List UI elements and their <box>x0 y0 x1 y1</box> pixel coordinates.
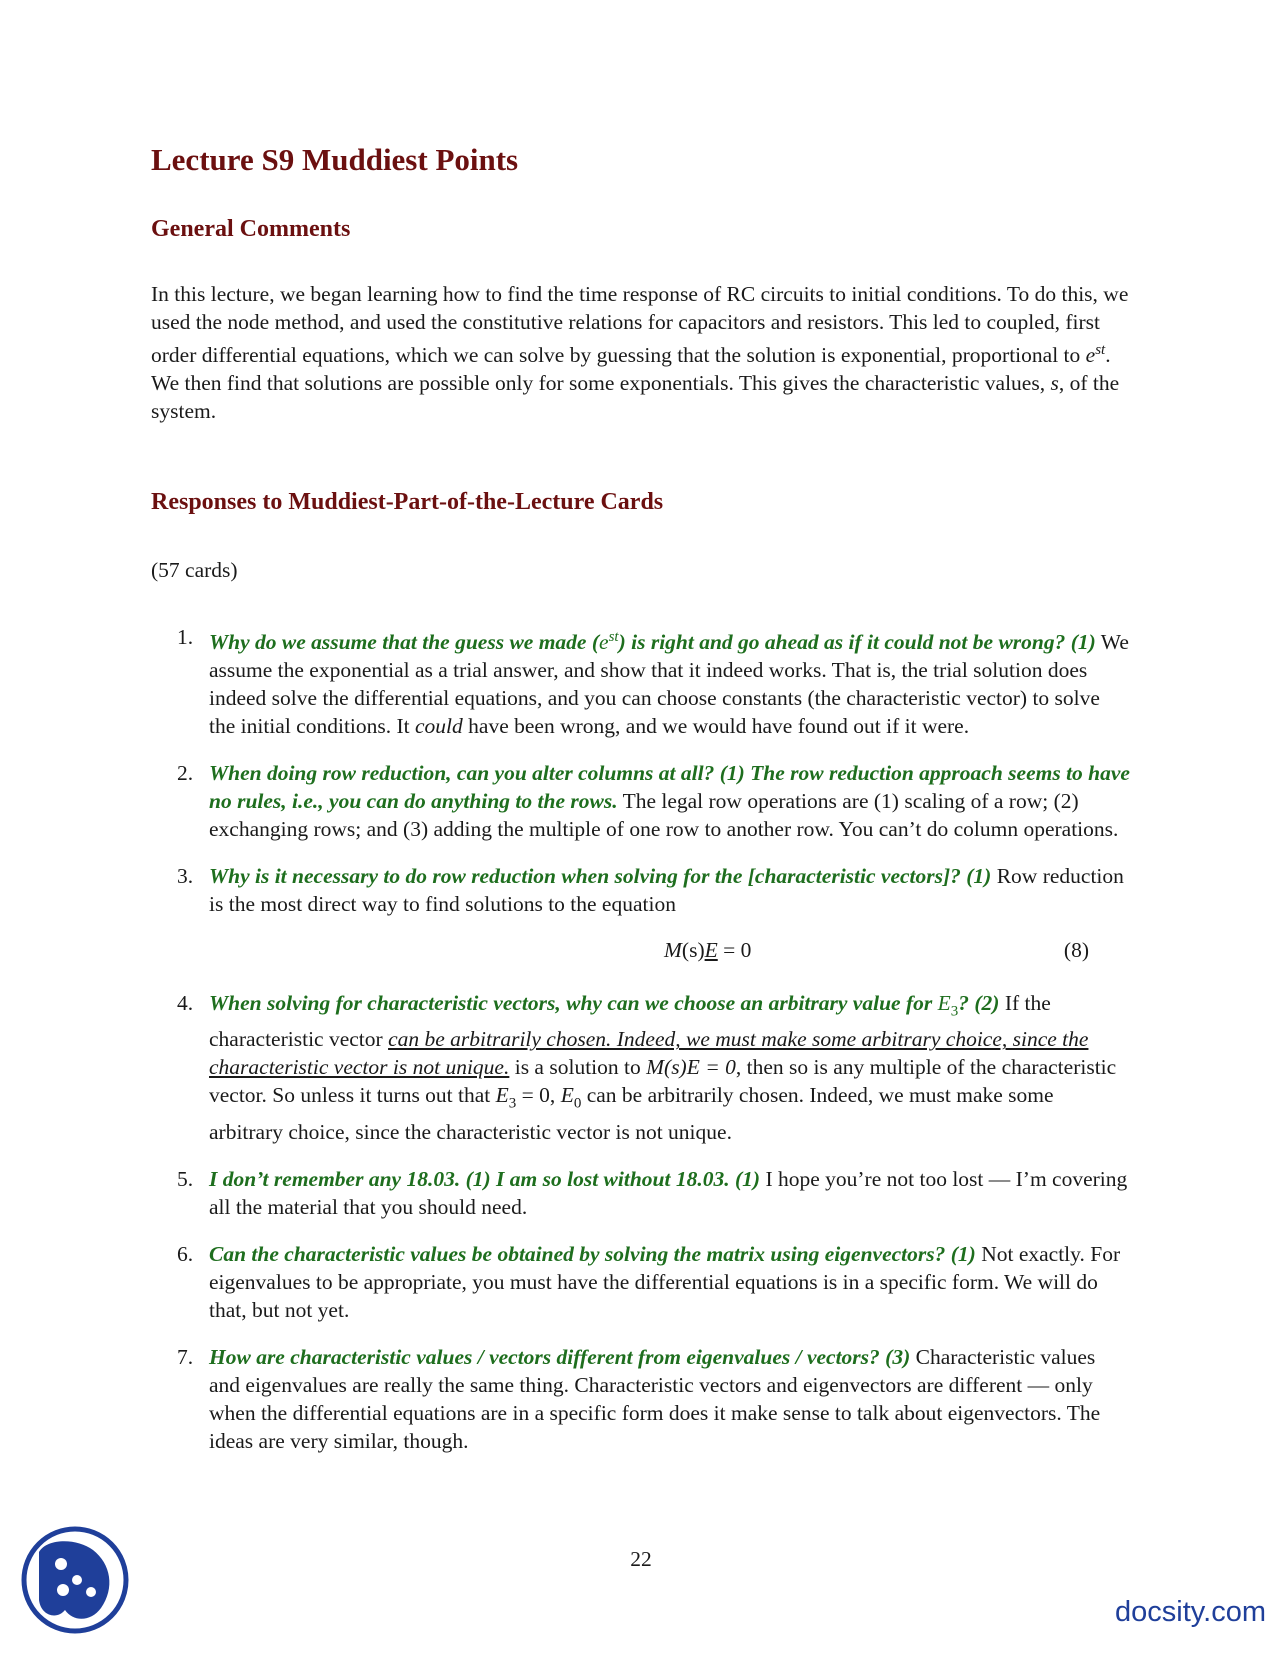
answer-text: Not exactly. For eigenvalues to be appropriate, you must have the differential equations is in a specific form. We will do that, but not yet. <box>209 1241 1121 1322</box>
answer-text: We assume the exponential as a trial answer, and show that it indeed works. That is, the trial solution does indeed solve the differential equations, and you can choose constants (the characteristic vector) to solve the initial conditions. It could have been wrong, and we would have found out if it were. <box>209 630 1129 739</box>
question-text: When doing row reduction, can you alter columns at all? (1) The row reduction approach seems to have no rules, i.e., you can do anything to the rows. <box>209 761 1130 814</box>
equation-number: (8) <box>1063 938 1089 963</box>
list-item <box>151 623 1131 740</box>
docsity-brand-text[interactable]: docsity.com <box>1115 1596 1266 1628</box>
item-number: 1. <box>177 625 194 649</box>
card-count: (57 cards) <box>151 558 238 582</box>
section-heading-responses: Responses to Muddiest-Part-of-the-Lecture Cards <box>151 489 664 515</box>
answer-text: The legal row operations are (1) scaling of a row; (2) exchanging rows; and (3) adding the multiple of one row to another row. You can’t do column operations. <box>209 789 1119 842</box>
page-number: 22 <box>630 1547 652 1571</box>
answer-text: Characteristic values and eigenvalues are really the same thing. Characteristic vectors and eigenvectors are different — only when the differential equations are in a specific form does it make sense to talk about eigenvectors. The ideas are very similar, though. <box>209 1344 1101 1453</box>
question-text: Why do we assume that the guess we made $(e^{st})$ is right and go ahead as if it could not be wrong? (1) <box>209 629 1096 655</box>
list-item <box>151 1240 1131 1324</box>
item-number: 3. <box>177 864 194 889</box>
list-item <box>151 862 1131 964</box>
question-text: When solving for characteristic vectors, why can we choose an arbitrary value for $E_3$? (2) <box>209 991 1000 1020</box>
page-title: Lecture S9 Muddiest Points <box>151 142 519 177</box>
docsity-logo-icon[interactable] <box>19 1524 131 1636</box>
general-comments-paragraph: In this lecture, we began learning how to find the time response of RC circuits to initial conditions. To do this, we used the node method, and used the constitutive relations for capacitors and resistors. This led to coupled, first order differential equations, which we can solve by guessing that the solution is exponential, proportional to $e^{st}$. We then find that solutions are possible only for some exponentials. This gives the characteristic values, s, of the system. <box>151 282 1129 424</box>
question-text: I don’t remember any 18.03. (1) I am so lost without 18.03. (1) <box>209 1166 761 1191</box>
question-text: How are characteristic values / vectors different from eigenvalues / vectors? (3) <box>209 1344 911 1369</box>
answer-text: If the characteristic vector can be arbitrarily chosen. Indeed, we must make some arbitrary choice, since the characteristic vector is not unique. is a solution to M(s)E = 0, then so is any multiple of the characteristic vector. So unless it turns out that $E_3 = 0$, $E_0$ can be arbitrarily chosen. Indeed, we must make some arbitrary choice, since the characteristic vector is not unique. <box>209 991 1117 1144</box>
question-text: Why is it necessary to do row reduction when solving for the [characteristic vectors]? (1) <box>209 864 992 889</box>
responses-list <box>151 623 1131 1474</box>
list-item <box>151 1165 1131 1221</box>
item-number: 5. <box>177 1166 194 1191</box>
item-number: 2. <box>177 761 194 786</box>
equation: M(s)E = 0 <box>664 938 752 963</box>
item-number: 7. <box>177 1344 194 1369</box>
list-item <box>151 1343 1131 1455</box>
list-item <box>151 759 1131 843</box>
list-item <box>151 989 1131 1146</box>
answer-text: Row reduction is the most direct way to find solutions to the equation <box>209 864 1124 917</box>
item-number: 6. <box>177 1241 194 1266</box>
section-heading-general-comments: General Comments <box>151 216 351 242</box>
question-text: Can the characteristic values be obtained by solving the matrix using eigenvectors? (1) <box>209 1241 976 1266</box>
item-number: 4. <box>177 991 194 1016</box>
display-equation <box>209 936 1131 964</box>
answer-text: I hope you’re not too lost — I’m covering all the material that you should need. <box>209 1166 1128 1219</box>
